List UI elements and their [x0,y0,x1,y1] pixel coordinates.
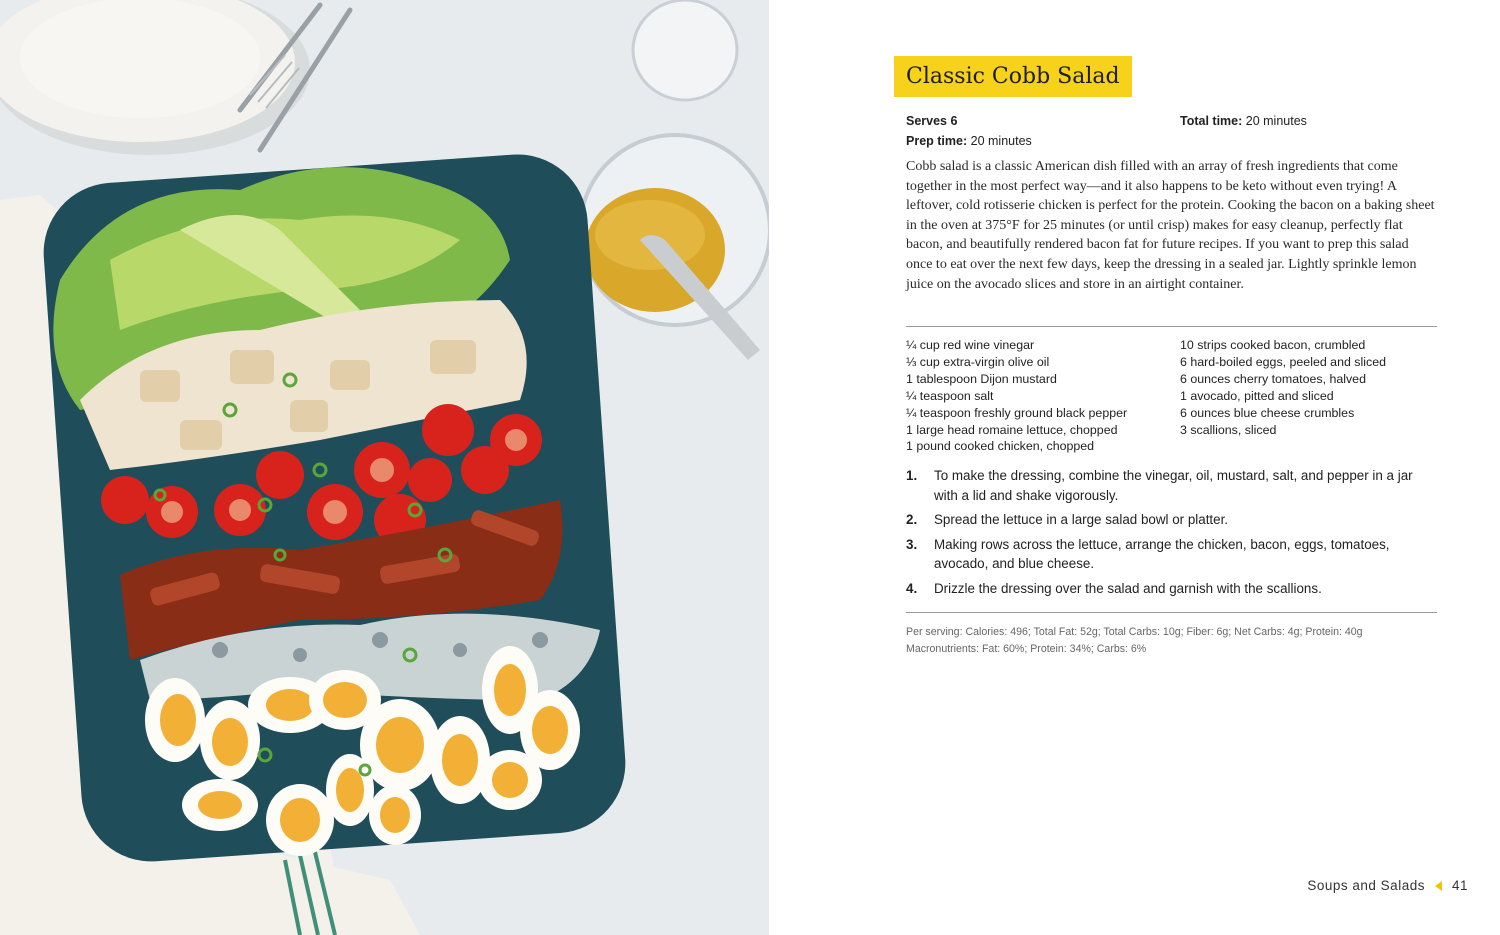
ingredient-item: 3 scallions, sliced [1180,422,1277,437]
ingredient-item: 6 ounces blue cheese crumbles [1180,405,1355,420]
ingredient-item: 1 tablespoon Dijon mustard [906,371,1057,386]
ingredient-item: 6 ounces cherry tomatoes, halved [1180,371,1366,386]
serves-text: Serves 6 [906,114,958,128]
step-number: 4. [906,580,918,596]
recipe-intro: Cobb salad is a classic American dish filled with an array of fresh ingredients that come together in the most perfect way—and it also happens to be keto without even trying! A leftover, cold rotisserie chicken is perfect for the protein. Cooking the bacon on a baking sheet in the oven at 375°F for 25 minutes (or until crisp) makes for easy cleanup, perfectly flat bacon, and beautifully rendered bacon fat for future recipes. If you want to prep this salad once to eat over the next few days, keep the dressing in a sealed jar. Lightly sprinkle lemon juice on the avocado slices and store in an airtight container. [906,159,1435,292]
ingredient-item: 1 large head romaine lettuce, chopped [906,422,1118,437]
ingredient-item: 10 strips cooked bacon, crumbled [1180,338,1366,352]
nutrition-per-serving: Per serving: Calories: 496; Total Fat: 52g; Total Carbs: 10g; Fiber: 6g; Net Carbs: 4g; Protein: 40g [906,626,1363,638]
ingredient-item: ¼ teaspoon freshly ground black pepper [906,405,1128,420]
step-text: Spread the lettuce in a large salad bowl or platter. [934,512,1229,527]
nutrition-macros: Macronutrients: Fat: 60%; Protein: 34%; Carbs: 6% [906,643,1147,655]
ingredient-item: ¼ cup red wine vinegar [906,338,1035,352]
divider-bottom [906,612,1437,613]
nutrition-info [906,624,1438,658]
step-number: 3. [906,536,918,552]
ingredients-left [906,337,1127,455]
recipe-title: Classic Cobb Salad [906,64,1120,89]
step-number: 2. [906,512,918,527]
divider-top [906,326,1437,327]
instruction-step [906,579,1438,599]
total-time [1180,114,1307,128]
prep-time-label: Prep time: [906,134,968,148]
step-number: 1. [906,468,918,483]
ingredient-item: 6 hard-boiled eggs, peeled and sliced [1180,354,1386,369]
prep-time [906,134,1032,148]
section-name: Soups and Salads [1307,878,1425,893]
recipe-page [769,0,1500,935]
title-highlight [894,56,1132,97]
page-footer [1307,878,1468,893]
step-text: To make the dressing, combine the vinegar, oil, mustard, salt, and pepper in a jar with a lid and shake vigorously. [934,468,1413,503]
instruction-step [906,535,1438,574]
ingredient-item: 1 avocado, pitted and sliced [1180,388,1334,403]
total-time-value: 20 minutes [1245,114,1307,128]
triangle-left-icon [1435,881,1442,891]
ingredient-item: ¼ teaspoon salt [906,388,994,403]
ingredient-item: ⅓ cup extra-virgin olive oil [906,354,1050,369]
instructions-list [906,466,1438,603]
ingredients-right [1180,337,1386,438]
step-text: Drizzle the dressing over the salad and garnish with the scallions. [934,580,1322,596]
instruction-step [906,510,1438,530]
ingredient-item: 1 pound cooked chicken, chopped [906,439,1095,454]
total-time-label: Total time: [1180,114,1243,128]
step-text: Making rows across the lettuce, arrange the chicken, bacon, eggs, tomatoes, avocado, and blue cheese. [934,536,1390,571]
instruction-step [906,466,1438,505]
serves-label [906,114,957,128]
prep-time-value: 20 minutes [970,134,1032,148]
page-number: 41 [1451,878,1468,893]
